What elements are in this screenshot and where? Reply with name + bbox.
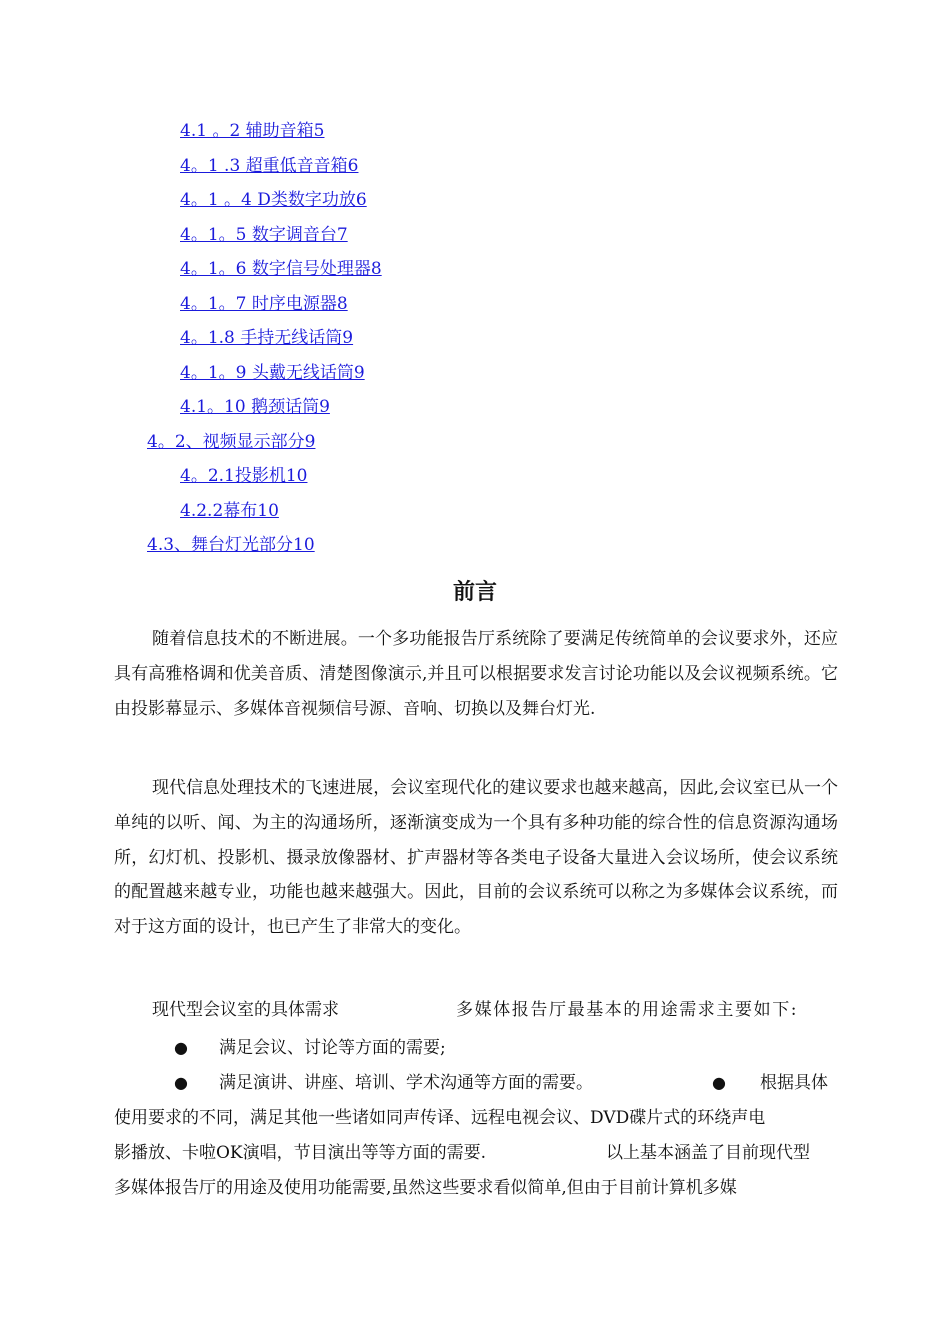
bullet-text: 满足演讲、讲座、培训、学术沟通等方面的需要。 [219,1073,593,1093]
toc-link[interactable]: 4.3、舞台灯光部分10 [147,535,315,555]
toc-link[interactable]: 4。1。5 数字调音台7 [180,225,348,245]
paragraph-line: 多媒体报告厅的用途及使用功能需要,虽然这些要求看似简单,但由于目前计算机多媒 [114,1178,737,1198]
paragraph: 现代信息处理技术的飞速进展，会议室现代化的建议要求也越来越高，因此,会议室已从一个单纯的以听、闻、为主的沟通场所，逐渐演变成为一个具有多种功能的综合性的信息资源沟通场所，幻灯机、投影机、摄录放像器材、扩声器材等各类电子设备大量进入会议场所，使会议系统的配置越来越专业，功能也越来越强大。因此，目前的会议系统可以称之为多媒体会议系统，而对于这方面的设计，也已产生了非常大的变化。 [114,778,838,938]
toc-link[interactable]: 4。1。6 数字信号处理器8 [180,259,382,279]
section-heading: 前言 [452,580,497,605]
bullet-text: 满足会议、讨论等方面的需要; [219,1038,446,1058]
toc-link[interactable]: 4。1。7 时序电源器8 [180,294,348,314]
bullet-text: 根据具体 [760,1073,828,1093]
toc-link[interactable]: 4。2、视频显示部分9 [147,432,316,452]
paragraph-text: 以上基本涵盖了目前现代型 [606,1143,810,1163]
paragraph-line: 使用要求的不同，满足其他一些诸如同声传译、远程电视会议、DVD碟片式的环绕声电 [114,1108,766,1128]
requirements-intro-b: 多媒体报告厅最基本的用途需求主要如下: [456,1000,799,1020]
toc-link[interactable]: 4。1。9 头戴无线话筒9 [180,363,365,383]
toc-link[interactable]: 4。2.1投影机10 [180,466,308,486]
paragraph-text: 影播放、卡啦OK演唱，节目演出等等方面的需要. [114,1143,487,1163]
toc-link[interactable]: 4。1 。4 D类数字功放6 [180,190,367,210]
toc-link[interactable]: 4。1.8 手持无线话筒9 [180,328,354,348]
bullet-icon: ● [174,1073,188,1092]
toc-link[interactable]: 4.1。10 鹅颈话筒9 [180,397,330,417]
toc-link[interactable]: 4.1 。2 辅助音箱5 [180,121,325,141]
paragraph: 随着信息技术的不断进展。一个多功能报告厅系统除了要满足传统简单的会议要求外，还应具有高雅格调和优美音质、清楚图像演示,并且可以根据要求发言讨论功能以及会议视频系统。它由投影幕显示、多媒体音视频信号源、音响、切换以及舞台灯光. [114,629,838,719]
bullet-icon: ● [712,1073,726,1092]
requirements-intro-a: 现代型会议室的具体需求 [152,1000,339,1020]
toc-link[interactable]: 4。1 .3 超重低音音箱6 [180,156,359,176]
toc-link[interactable]: 4.2.2幕布10 [180,501,279,521]
bullet-icon: ● [174,1038,188,1057]
